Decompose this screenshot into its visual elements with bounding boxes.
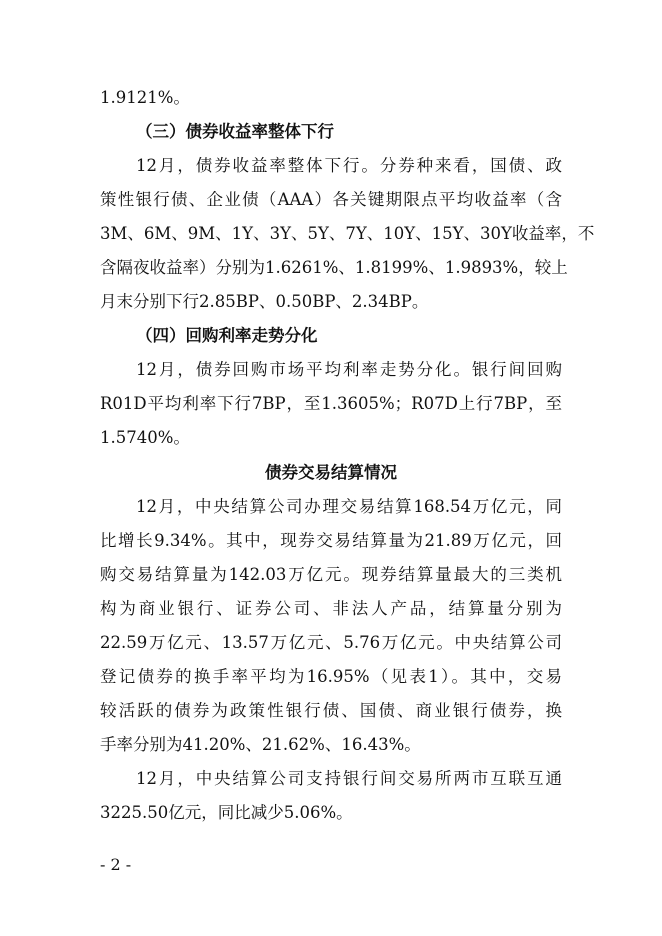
- text-line: 12月，债券收益率整体下行。分券种来看，国债、政: [136, 156, 562, 175]
- text-line: 策性银行债、企业债（AAA）各关键期限点平均收益率（含: [100, 190, 562, 209]
- subheading-bond-yield: （三）债券收益率整体下行: [136, 122, 334, 141]
- text-line: 登记债券的换手率平均为16.95%（见表1）。其中，交易: [100, 667, 562, 686]
- section-title: 债券交易结算情况: [265, 463, 397, 482]
- text-line: 比增长9.34%。其中，现券交易结算量为21.89万亿元，回: [100, 531, 562, 550]
- text-line: 较活跃的债券为政策性银行债、国债、商业银行债券，换: [100, 701, 562, 720]
- text-line: 购交易结算量为142.03万亿元。现券结算量最大的三类机: [100, 565, 562, 584]
- text-line: 构为商业银行、证券公司、非法人产品，结算量分别为: [100, 599, 562, 618]
- text-line: 3225.50亿元，同比减少5.06%。: [100, 803, 353, 822]
- text-line: 含隔夜收益率）分别为1.6261%、1.8199%、1.9893%，较上: [100, 258, 568, 277]
- page-number: - 2 -: [100, 855, 132, 874]
- text-line: 3M、6M、9M、1Y、3Y、5Y、7Y、10Y、15Y、30Y收益率，不: [100, 224, 595, 243]
- text-line: 22.59万亿元、13.57万亿元、5.76万亿元。中央结算公司: [100, 633, 562, 652]
- text-line: 1.9121%。: [100, 88, 190, 107]
- text-line: R01D平均利率下行7BP，至1.3605%；R07D上行7BP，至: [100, 394, 562, 413]
- subheading-repo-rate: （四）回购利率走势分化: [136, 326, 318, 345]
- text-line: 1.5740%。: [100, 428, 190, 447]
- text-line: 12月，中央结算公司支持银行间交易所两市互联互通: [136, 769, 562, 788]
- text-line: 12月，中央结算公司办理交易结算168.54万亿元，同: [136, 497, 562, 516]
- text-line: 月末分别下行2.85BP、0.50BP、2.34BP。: [100, 292, 429, 311]
- text-line: 12月，债券回购市场平均利率走势分化。银行间回购: [136, 360, 562, 379]
- text-line: 手率分别为41.20%、21.62%、16.43%。: [100, 735, 421, 754]
